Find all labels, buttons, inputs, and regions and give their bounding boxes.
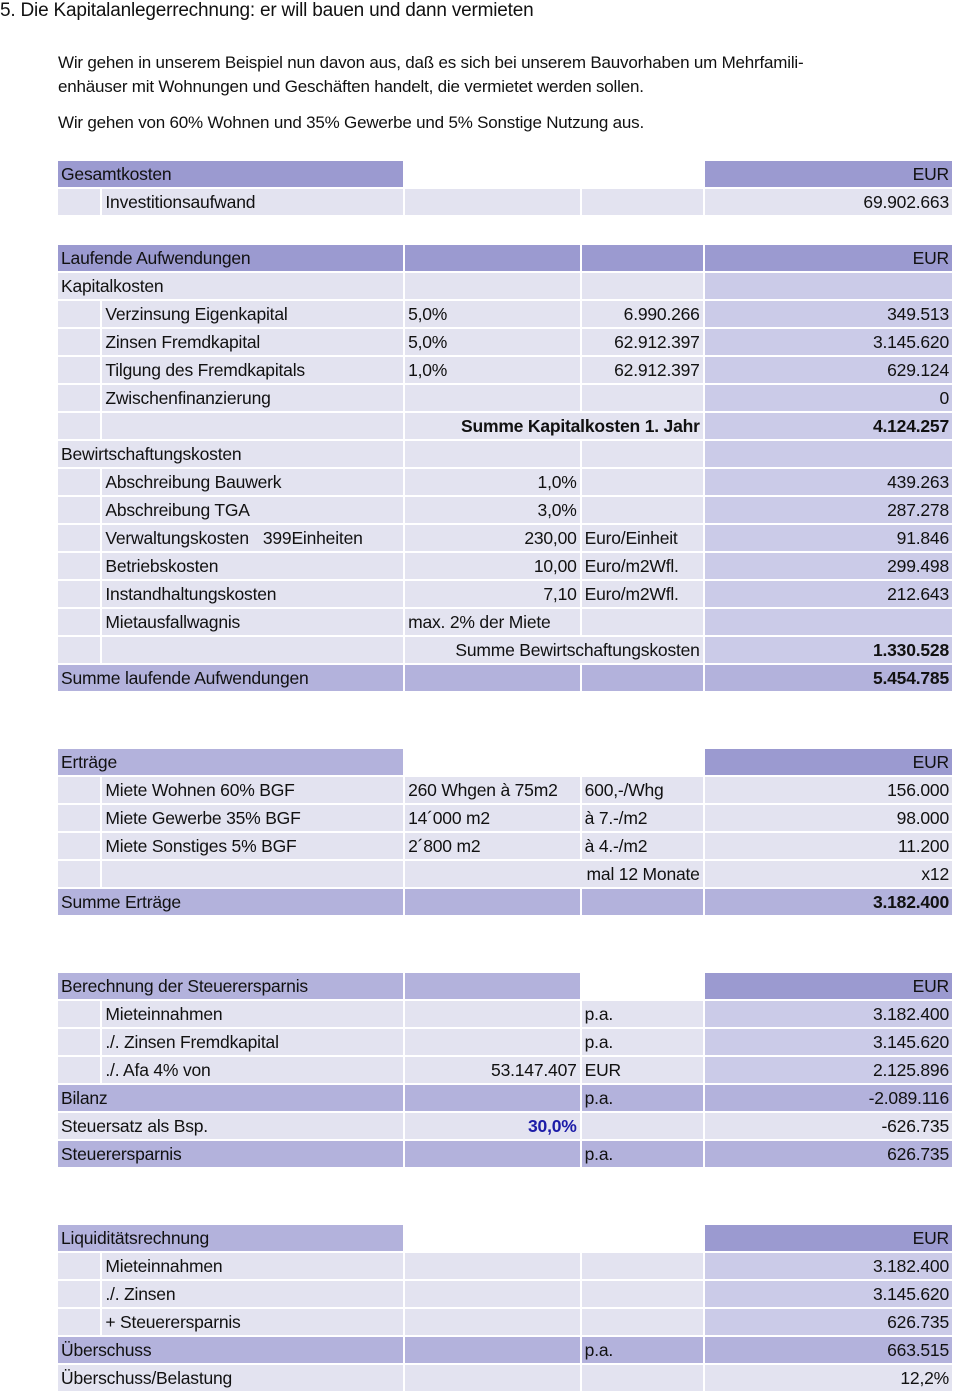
- row-rate: 5,0%: [405, 329, 580, 355]
- total-row: [58, 665, 952, 691]
- empty-cell: [405, 189, 580, 215]
- indent-cell: [58, 497, 100, 523]
- bew-sum-row: [58, 637, 952, 663]
- empty-cell: [405, 1281, 580, 1307]
- steuerersparnis-row: [58, 1141, 952, 1167]
- row-basis: 53.147.407: [405, 1057, 580, 1083]
- row-area: 2´800 m2: [405, 833, 580, 859]
- steuerersparnis-unit: p.a.: [582, 1141, 703, 1167]
- table-row: [58, 777, 952, 803]
- ueberschuss-row: [58, 1337, 952, 1363]
- empty-cell: [705, 441, 952, 467]
- currency-label: EUR: [705, 161, 952, 187]
- empty-cell: [102, 637, 403, 663]
- row-amount: 3,0%: [405, 497, 580, 523]
- row-unit: EUR: [582, 1057, 703, 1083]
- laufende-header: Laufende Aufwendungen: [58, 245, 403, 271]
- section-label: Kapitalkosten: [58, 273, 403, 299]
- row-amount: 1,0%: [405, 469, 580, 495]
- kapital-sum-row: [58, 413, 952, 439]
- empty-cell: [582, 1365, 703, 1391]
- row-label: ./. Afa 4% von: [102, 1057, 403, 1083]
- row-label: ./. Zinsen: [102, 1281, 403, 1307]
- row-value: 349.513: [705, 301, 952, 327]
- ueberschuss-unit: p.a.: [582, 1337, 703, 1363]
- bilanz-unit: p.a.: [582, 1085, 703, 1111]
- ertraege-header: Erträge: [58, 749, 403, 775]
- empty-cell: [405, 1141, 580, 1167]
- row-price: à 7.-/m2: [582, 805, 703, 831]
- empty-cell: [405, 1309, 580, 1335]
- empty-cell: [582, 1309, 703, 1335]
- belastung-label: Überschuss/Belastung: [58, 1365, 403, 1391]
- empty-cell: [405, 441, 580, 467]
- table-row: [58, 357, 952, 383]
- row-price: 600,-/Whg: [582, 777, 703, 803]
- row-label: Verzinsung Eigenkapital: [102, 301, 403, 327]
- empty-cell: [582, 441, 703, 467]
- indent-cell: [58, 1309, 100, 1335]
- table-row: [58, 301, 952, 327]
- row-label: Instandhaltungskosten: [102, 581, 403, 607]
- empty-cell: [405, 749, 703, 775]
- liquiditaet-header: Liquiditätsrechnung: [58, 1225, 403, 1251]
- empty-cell: [705, 273, 952, 299]
- row-value: 626.735: [705, 1309, 952, 1335]
- empty-cell: [405, 889, 580, 915]
- indent-cell: [58, 581, 100, 607]
- indent-cell: [58, 637, 100, 663]
- table-row: [58, 553, 952, 579]
- indent-cell: [58, 189, 100, 215]
- steuersatz-value: -626.735: [705, 1113, 952, 1139]
- indent-cell: [58, 1001, 100, 1027]
- indent-cell: [58, 805, 100, 831]
- currency-label: EUR: [705, 973, 952, 999]
- indent-cell: [58, 609, 100, 635]
- row-basis: [405, 1029, 580, 1055]
- row-unit: [582, 497, 703, 523]
- row-label: ./. Zinsen Fremdkapital: [102, 1029, 403, 1055]
- row-label: Miete Wohnen 60% BGF: [102, 777, 403, 803]
- section-label: Bewirtschaftungskosten: [58, 441, 403, 467]
- indent-cell: [58, 1057, 100, 1083]
- currency-label: EUR: [705, 1225, 952, 1251]
- belastung-row: [58, 1365, 952, 1391]
- empty-cell: [582, 1281, 703, 1307]
- bilanz-row: [58, 1085, 952, 1111]
- row-unit: Euro/m2Wfl.: [582, 581, 703, 607]
- row-value: 3.145.620: [705, 329, 952, 355]
- row-area: 14´000 m2: [405, 805, 580, 831]
- row-label: + Steuerersparnis: [102, 1309, 403, 1335]
- table-row: [58, 385, 952, 411]
- laufende-aufwendungen-table: [56, 243, 954, 693]
- empty-cell: [405, 1365, 580, 1391]
- empty-cell: [405, 245, 580, 271]
- empty-cell: [102, 861, 403, 887]
- indent-cell: [58, 357, 100, 383]
- row-amount: 230,00: [405, 525, 580, 551]
- steuerersparnis-label: Steuerersparnis: [58, 1141, 403, 1167]
- ueberschuss-value: 663.515: [705, 1337, 952, 1363]
- row-label: Betriebskosten: [102, 553, 403, 579]
- page-title: 5. Die Kapitalanlegerrechnung: er will bauen und dann vermieten: [0, 0, 534, 21]
- bilanz-value: -2.089.116: [705, 1085, 952, 1111]
- total-value: 5.454.785: [705, 665, 952, 691]
- row-value: 11.200: [705, 833, 952, 859]
- row-label: Zwischenfinanzierung: [102, 385, 403, 411]
- row-value: 439.263: [705, 469, 952, 495]
- table-row: [58, 469, 952, 495]
- empty-cell: [582, 245, 703, 271]
- row-label: Abschreibung Bauwerk: [102, 469, 403, 495]
- table-row: [58, 189, 952, 215]
- row-rate: [405, 385, 580, 411]
- section-row-kapitalkosten: [58, 273, 952, 299]
- indent-cell: [58, 385, 100, 411]
- row-value: 3.182.400: [705, 1253, 952, 1279]
- indent-cell: [58, 1281, 100, 1307]
- currency-label: EUR: [705, 245, 952, 271]
- row-value: 3.145.620: [705, 1281, 952, 1307]
- table-row: [58, 833, 952, 859]
- row-value: 2.125.896: [705, 1057, 952, 1083]
- empty-cell: [705, 609, 952, 635]
- empty-cell: [582, 1113, 703, 1139]
- ueberschuss-label: Überschuss: [58, 1337, 403, 1363]
- row-label: Mieteinnahmen: [102, 1253, 403, 1279]
- empty-cell: [405, 1225, 703, 1251]
- indent-cell: [58, 1029, 100, 1055]
- gesamtkosten-header-row: [58, 161, 952, 187]
- row-label: Miete Gewerbe 35% BGF: [102, 805, 403, 831]
- gesamtkosten-table: [56, 159, 954, 217]
- steuerersparnis-value: 626.735: [705, 1141, 952, 1167]
- indent-cell: [58, 553, 100, 579]
- months-label: mal 12 Monate: [405, 861, 703, 887]
- row-unit: Euro/m2Wfl.: [582, 553, 703, 579]
- row-value: 91.846: [705, 525, 952, 551]
- row-label: Zinsen Fremdkapital: [102, 329, 403, 355]
- belastung-value: 12,2%: [705, 1365, 952, 1391]
- empty-cell: [582, 1253, 703, 1279]
- row-basis: 6.990.266: [582, 301, 703, 327]
- empty-cell: [405, 665, 580, 691]
- bilanz-label: Bilanz: [58, 1085, 403, 1111]
- row-label: Mieteinnahmen: [102, 1001, 403, 1027]
- row-label: Mietausfallwagnis: [102, 609, 403, 635]
- ertraege-header-row: [58, 749, 952, 775]
- empty-cell: [582, 609, 703, 635]
- table-row: [58, 329, 952, 355]
- row-unit: Euro/Einheit: [582, 525, 703, 551]
- table-row: [58, 609, 952, 635]
- currency-label: EUR: [705, 749, 952, 775]
- months-row: [58, 861, 952, 887]
- empty-cell: [102, 413, 403, 439]
- row-basis: [405, 1001, 580, 1027]
- liquiditaet-header-row: [58, 1225, 952, 1251]
- empty-cell: [405, 1253, 580, 1279]
- sum-label: Summe Kapitalkosten 1. Jahr: [405, 413, 703, 439]
- indent-cell: [58, 525, 100, 551]
- row-label: Investitionsaufwand: [102, 189, 403, 215]
- row-value: 287.278: [705, 497, 952, 523]
- empty-cell: [582, 889, 703, 915]
- row-note: max. 2% der Miete: [405, 609, 580, 635]
- table-row: [58, 581, 952, 607]
- row-value: 69.902.663: [705, 189, 952, 215]
- row-label: Tilgung des Fremdkapitals: [102, 357, 403, 383]
- row-area: 260 Whgen à 75m2: [405, 777, 580, 803]
- liquiditaet-table: [56, 1223, 954, 1393]
- row-label: Verwaltungskosten 399Einheiten: [102, 525, 403, 551]
- row-value: 3.145.620: [705, 1029, 952, 1055]
- laufende-header-row: [58, 245, 952, 271]
- table-row: [58, 525, 952, 551]
- empty-cell: [582, 273, 703, 299]
- indent-cell: [58, 301, 100, 327]
- sum-value: 1.330.528: [705, 637, 952, 663]
- intro-line-1: Wir gehen in unserem Beispiel nun davon aus, daß es sich bei unserem Bauvorhaben um Mehrfamili-: [58, 53, 804, 72]
- indent-cell: [58, 413, 100, 439]
- empty-cell: [405, 273, 580, 299]
- table-row: [58, 1253, 952, 1279]
- row-unit: p.a.: [582, 1029, 703, 1055]
- intro-line-3: Wir gehen von 60% Wohnen und 35% Gewerbe und 5% Sonstige Nutzung aus.: [58, 113, 644, 132]
- row-value: 629.124: [705, 357, 952, 383]
- table-row: [58, 805, 952, 831]
- empty-cell: [405, 1337, 580, 1363]
- table-row: [58, 1309, 952, 1335]
- row-value: 156.000: [705, 777, 952, 803]
- empty-cell: [582, 973, 703, 999]
- total-label: Summe Erträge: [58, 889, 403, 915]
- row-value: 299.498: [705, 553, 952, 579]
- empty-cell: [582, 189, 703, 215]
- row-amount: 10,00: [405, 553, 580, 579]
- total-value: 3.182.400: [705, 889, 952, 915]
- steuersatz-label: Steuersatz als Bsp.: [58, 1113, 403, 1139]
- row-value: 98.000: [705, 805, 952, 831]
- empty-cell: [582, 665, 703, 691]
- empty-cell: [405, 161, 703, 187]
- intro-line-2: enhäuser mit Wohnungen und Geschäften handelt, die vermietet werden sollen.: [58, 77, 644, 96]
- months-value: x12: [705, 861, 952, 887]
- row-price: à 4.-/m2: [582, 833, 703, 859]
- row-rate: 5,0%: [405, 301, 580, 327]
- row-unit: [582, 469, 703, 495]
- steuersatz-rate: 30,0%: [405, 1113, 580, 1139]
- sum-label: Summe Bewirtschaftungskosten: [405, 637, 703, 663]
- table-row: [58, 1281, 952, 1307]
- ertraege-table: [56, 747, 954, 917]
- steuer-header-row: [58, 973, 952, 999]
- row-amount: 7,10: [405, 581, 580, 607]
- row-value: 0: [705, 385, 952, 411]
- row-basis: 62.912.397: [582, 329, 703, 355]
- gesamtkosten-header: Gesamtkosten: [58, 161, 403, 187]
- row-unit: p.a.: [582, 1001, 703, 1027]
- total-row: [58, 889, 952, 915]
- indent-cell: [58, 833, 100, 859]
- table-row: [58, 1057, 952, 1083]
- empty-cell: [405, 1085, 580, 1111]
- row-basis: 62.912.397: [582, 357, 703, 383]
- indent-cell: [58, 1253, 100, 1279]
- row-basis: [582, 385, 703, 411]
- empty-cell: [405, 973, 580, 999]
- indent-cell: [58, 861, 100, 887]
- total-label: Summe laufende Aufwendungen: [58, 665, 403, 691]
- steuerersparnis-table: [56, 971, 954, 1169]
- steuer-header: Berechnung der Steuerersparnis: [58, 973, 403, 999]
- indent-cell: [58, 329, 100, 355]
- section-row-bewirtschaftung: [58, 441, 952, 467]
- sum-value: 4.124.257: [705, 413, 952, 439]
- indent-cell: [58, 469, 100, 495]
- row-label: Miete Sonstiges 5% BGF: [102, 833, 403, 859]
- table-row: [58, 497, 952, 523]
- row-value: 212.643: [705, 581, 952, 607]
- table-row: [58, 1001, 952, 1027]
- row-value: 3.182.400: [705, 1001, 952, 1027]
- row-label: Abschreibung TGA: [102, 497, 403, 523]
- table-row: [58, 1029, 952, 1055]
- indent-cell: [58, 777, 100, 803]
- row-rate: 1,0%: [405, 357, 580, 383]
- steuersatz-row: [58, 1113, 952, 1139]
